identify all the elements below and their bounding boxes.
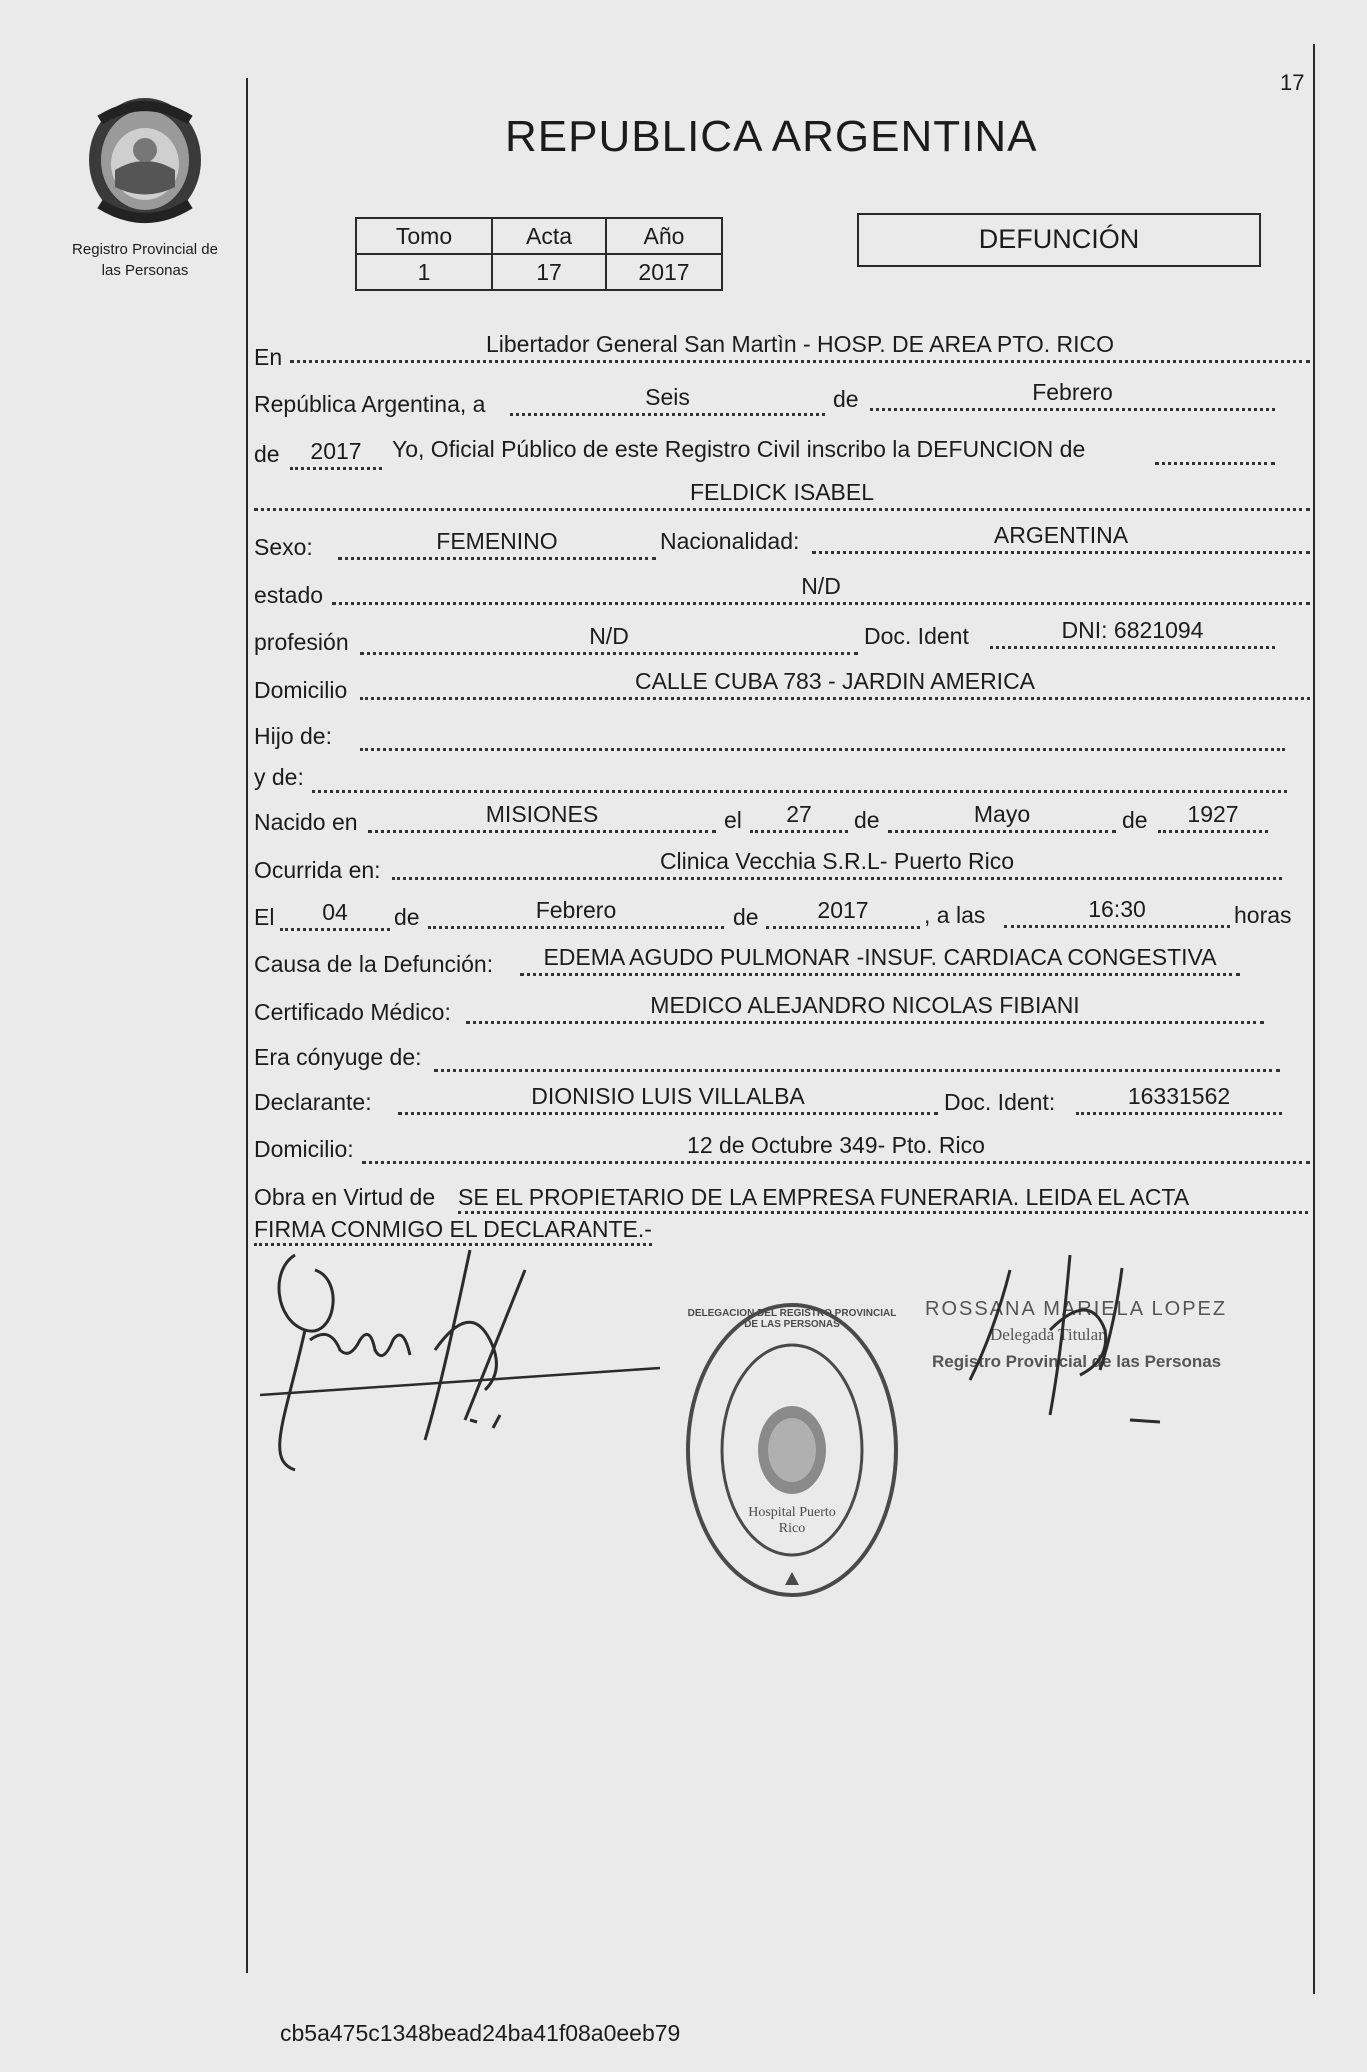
name-value: FELDICK ISABEL (254, 478, 1310, 511)
official-org: Registro Provincial de las Personas (932, 1352, 1222, 1371)
ocurrida-value: Clinica Vecchia S.R.L- Puerto Rico (392, 847, 1282, 880)
seal-inner-text: Hospital Puerto Rico (748, 1505, 836, 1536)
sexo-value: FEMENINO (338, 527, 656, 560)
acta-header: Acta (492, 218, 606, 254)
death-day: 04 (280, 898, 390, 931)
record-type-box: DEFUNCIÓN (857, 213, 1261, 267)
tomo-header: Tomo (356, 218, 492, 254)
ano-header: Año (606, 218, 722, 254)
birth-de-2: de (1122, 807, 1148, 833)
death-month: Febrero (428, 896, 724, 929)
de-label-1: de (833, 386, 859, 412)
page-number: 17 (1280, 70, 1305, 95)
official-name: ROSSANA MARIELA LOPEZ (925, 1298, 1228, 1320)
declarante-label: Declarante: (254, 1089, 372, 1115)
y-de-label: y de: (254, 764, 304, 790)
obra-label: Obra en Virtud de (254, 1184, 436, 1210)
sexo-label: Sexo: (254, 534, 313, 560)
tomo-value: 1 (356, 254, 492, 290)
nacionalidad-value: ARGENTINA (812, 521, 1310, 554)
y-de-value (312, 760, 1287, 793)
obra-value-line-1: SE EL PROPIETARIO DE LA EMPRESA FUNERARIA. LEIDA EL ACTA (458, 1183, 1308, 1214)
official-role: Delegada Titular (990, 1325, 1104, 1344)
province-logo (80, 92, 210, 227)
doc-ident-label: Doc. Ident (864, 623, 969, 649)
declarante-value: DIONISIO LUIS VILLALBA (398, 1082, 938, 1115)
en-label: En (254, 344, 283, 370)
official-round-seal (682, 1300, 902, 1600)
conyuge-value (434, 1039, 1280, 1072)
republica-label: República Argentina, a (254, 391, 486, 417)
causa-label: Causa de la Defunción: (254, 951, 494, 977)
alas-label: , a las (924, 902, 986, 928)
hijo-de-value (360, 718, 1285, 751)
month-value: Febrero (870, 378, 1275, 411)
death-de-1: de (394, 904, 420, 930)
nacido-label: Nacido en (254, 809, 358, 835)
ano-value: 2017 (606, 254, 722, 290)
domicilio-2-value: 12 de Octubre 349- Pto. Rico (362, 1131, 1310, 1164)
page-title: REPUBLICA ARGENTINA (505, 112, 1038, 161)
death-de-2: de (733, 904, 759, 930)
province-seal-icon (80, 92, 210, 227)
inscribo-trail (1155, 432, 1275, 465)
estado-label: estado (254, 582, 324, 608)
issuer-line-2: las Personas (101, 262, 189, 279)
official-signature (950, 1250, 1190, 1430)
causa-value: EDEMA AGUDO PULMONAR -INSUF. CARDIACA CONGESTIVA (520, 943, 1240, 976)
certificado-label: Certificado Médico: (254, 999, 451, 1025)
profesion-value: N/D (360, 622, 858, 655)
el-2-label: El (254, 904, 275, 930)
obra-value-line-2: FIRMA CONMIGO EL DECLARANTE.- (254, 1215, 652, 1246)
horas-label: horas (1234, 902, 1292, 928)
conyuge-label: Era cónyuge de: (254, 1044, 422, 1070)
el-label: el (724, 807, 742, 833)
inscribo-text: Yo, Oficial Público de este Registro Civil inscribo la DEFUNCION de (392, 436, 1086, 462)
ocurrida-label: Ocurrida en: (254, 857, 381, 883)
document-hash: cb5a475c1348bead24ba41f08a0eeb79 (280, 2020, 681, 2046)
declarant-signature (255, 1240, 675, 1490)
death-year: 2017 (766, 896, 920, 929)
right-margin-line (1313, 44, 1315, 1994)
birth-month: Mayo (888, 800, 1116, 833)
issuer-line-1: Registro Provincial de (72, 241, 218, 258)
domicilio-2-label: Domicilio: (254, 1136, 354, 1162)
estado-value: N/D (332, 572, 1310, 605)
day-value: Seis (510, 383, 825, 416)
domicilio-label: Domicilio (254, 677, 348, 703)
year-value: 2017 (290, 437, 382, 470)
doc-ident-2-label: Doc. Ident: (944, 1089, 1056, 1115)
birth-year: 1927 (1158, 800, 1268, 833)
seal-ring-text: DELEGACION DEL REGISTRO PROVINCIAL DE LAS PERSONAS (687, 1308, 897, 1330)
doc-ident-2-value: 16331562 (1076, 1082, 1282, 1115)
nacionalidad-label: Nacionalidad: (660, 528, 800, 554)
left-margin-line (246, 78, 248, 1973)
en-value: Libertador General San Martìn - HOSP. DE AREA PTO. RICO (290, 330, 1310, 363)
birth-day: 27 (750, 800, 848, 833)
doc-ident-value: DNI: 6821094 (990, 616, 1275, 649)
nacido-value: MISIONES (368, 800, 716, 833)
death-time: 16:30 (1004, 895, 1230, 928)
birth-de-1: de (854, 807, 880, 833)
profesion-label: profesión (254, 629, 349, 655)
acta-value: 17 (492, 254, 606, 290)
certificado-value: MEDICO ALEJANDRO NICOLAS FIBIANI (466, 991, 1264, 1024)
tomo-acta-ano-table (355, 217, 723, 291)
domicilio-value: CALLE CUBA 783 - JARDIN AMERICA (360, 667, 1310, 700)
hijo-de-label: Hijo de: (254, 723, 332, 749)
year-prefix-label: de (254, 441, 280, 467)
